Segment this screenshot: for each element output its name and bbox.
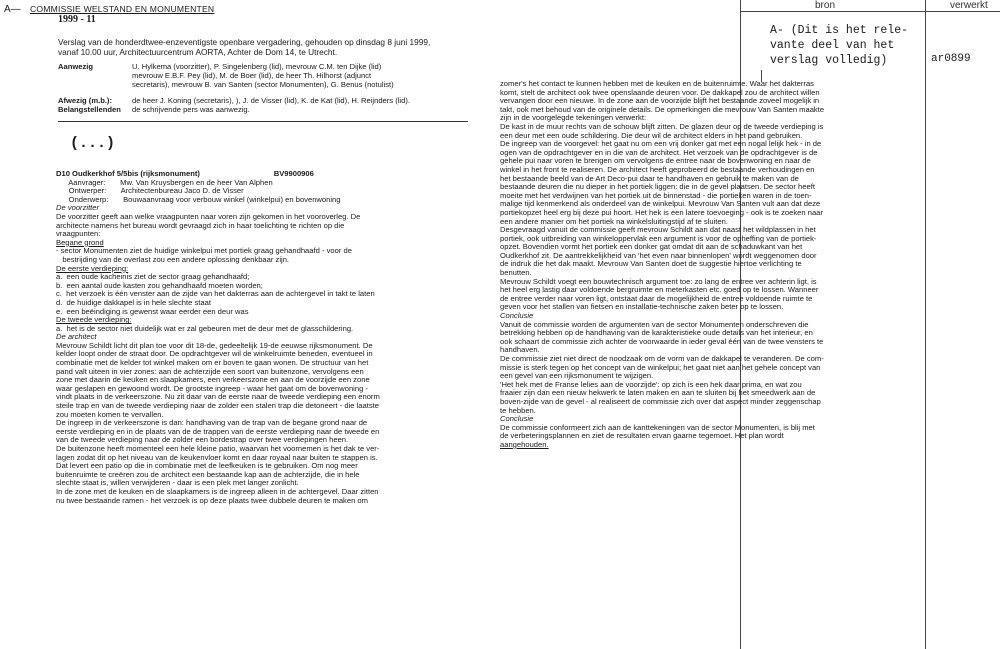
text-line: - sector Monumenten ziet de huidige winkelpui met portiek graag gehandhaafd - voor de bbox=[56, 246, 352, 256]
text-line: waar geslapen en gewoond wordt. De grootste ingreep - waar het gaat om de bovenwoning - bbox=[56, 383, 368, 393]
reference-code: ar0899 bbox=[931, 53, 971, 65]
note-line: verslag volledig) bbox=[770, 54, 888, 67]
belangstellenden-label: Belangstellenden bbox=[58, 105, 121, 114]
text-line: moeite met het verdwijnen van het portiek uit de binnenstad - die portieken waren in de toen- bbox=[500, 190, 812, 200]
text-line: a. een oude kacheinis ziet de sector graag gehandhaafd; bbox=[56, 272, 250, 282]
typed-note bbox=[770, 23, 908, 68]
text-line: fraaier zijn dan een nieuw hekwerk te laten maken en aan te sluiten bij het smeedwerk aan de bbox=[500, 388, 816, 398]
text-line: vindt plaats in de verkeerszone. Nu zit daar van de eerste naar de tweede verdieping een enorm bbox=[56, 392, 380, 402]
text-line: Vanuit de commissie worden de argumenten van de sector Monumenten onderschreven die bbox=[500, 319, 809, 329]
text-line: Onderwerp: Bouwaanvraag voor verbouw winkel (winkelpui) en bovenwoning bbox=[56, 194, 341, 204]
text-line: de indruk die het dak maakt. Mevrouw Van Santen doet de suggestie hiertoe verlichting te bbox=[500, 259, 802, 269]
note-line: vante deel van het bbox=[770, 39, 895, 52]
text-line: bestrijding van de overlast zou een andere oplossing denkbaar zijn. bbox=[56, 254, 290, 264]
text-line: De architect bbox=[56, 332, 97, 342]
text-line: opzet. Bovendien vormt het portiek een donker gat omdat dit aan de schaduwkant van het bbox=[500, 242, 803, 252]
text-line: het heel erg lastig daar voldoende bergruimte en meterkasten etc. goed op te lossen. Wanneer bbox=[500, 285, 819, 295]
text-line: geven voor het stallen van fietsen en installatie-technische zaken beter op te lossen. bbox=[500, 302, 784, 312]
afwezig-label: Afwezig (m.b.): bbox=[58, 96, 112, 105]
column-divider bbox=[925, 0, 926, 649]
text-line: Conclusie bbox=[500, 311, 534, 321]
text-line: Ontwerper: Architectenbureau Jaco D. de Visser bbox=[56, 186, 244, 196]
text-line: betrekking hebben op de handhaving van de karakteristieke oude details van het interieur, en bbox=[500, 328, 813, 338]
text-line: lagen zodat dit op het niveau van de keukenvloer komt en daar royaal naar buiten te stappen is. bbox=[56, 452, 378, 462]
text-line: De tweede verdieping: bbox=[56, 315, 132, 325]
text-line: Desgevraagd vanuit de commissie geeft mevrouw Schildt aan dat naast het wildplassen in het bbox=[500, 225, 816, 235]
text-line: Mevrouw Schildt voegt een bouwtechnisch argument toe: zo lang de entree ver achterin ligt, is bbox=[500, 276, 817, 286]
text-line: missie is sterk tegen op het concept van de winkelpui; het gaat niet aan het gehele concept van bbox=[500, 362, 821, 372]
text-line: ook schaart de commissie zich achter de voorwaarde in ieder geval één van de twee vensters te bbox=[500, 336, 824, 346]
text-line: b. een aantal oude kasten zou gehandhaafd moeten worden; bbox=[56, 280, 263, 290]
left-column-text bbox=[56, 170, 461, 505]
text-line: buitenruimte te creëren zou de architect een bestaande kap aan de achterzijde, die in hele bbox=[56, 469, 360, 479]
text-line: D10 Oudkerkhof 5/5bis (rijksmonument) BV9900906 bbox=[56, 169, 314, 178]
intro-line: vanaf 10.00 uur, Architectuurcentrum AORTA, Achter de Dom 14, te Utrecht. bbox=[58, 47, 338, 57]
afwezig-text: de heer J. Koning (secretaris), ), J. de Visser (lid), K. de Kat (lid), H. Reijnders (lid). bbox=[132, 96, 410, 105]
text-line: kelder loopt onder de straat door. De opdrachtgever wil de winkelruimte beneden, eventueel in bbox=[56, 349, 373, 359]
right-column-text bbox=[500, 80, 900, 450]
text-line: De eerste verdieping: bbox=[56, 263, 129, 273]
text-line: van de tweede verdieping naar de zolder een bordestrap over twee verdiepingen heen. bbox=[56, 435, 349, 445]
text-line: zou moeten komen te vervallen. bbox=[56, 409, 164, 419]
text-line: malige tijd kenmerkend als onderdeel van de winkelpui. Mevrouw Van Santen vult aan dat deze bbox=[500, 199, 821, 209]
text-line: te hebben. bbox=[500, 405, 536, 415]
text-line: Conclusie bbox=[500, 414, 534, 424]
text-line: een deur met een oude schildering. Die deur wil de architect elders in het pand gebruiken. bbox=[500, 130, 803, 140]
text-line: Begane grond bbox=[56, 237, 104, 247]
text-line: pand valt uiteen in vier zones: aan de achterzijde een soort van buitenzone, vervolgens een bbox=[56, 366, 364, 376]
text-line: gehele pui naar voren te brengen om vervolgens de entree naar de bovenwoning en naar de bbox=[500, 156, 811, 166]
belangstellenden-text: de schrijvende pers was aanwezig. bbox=[132, 105, 250, 114]
text-line: takt, ook met behoud van de originele details. De opmerkingen die mevrouw Van Santen maakte bbox=[500, 104, 825, 114]
text-line: De buitenzone heeft momenteel een hele kleine patio, waarvan het voornemen is het dak te ver- bbox=[56, 444, 380, 453]
aanwezig-line: mevrouw E.B.F. Pey (lid), M. de Boer (lid), de heer Th. Hilhorst (adjunct bbox=[132, 71, 372, 80]
text-line: slechte staat is, willen verwijderen - daar is een plek met langer zonlicht. bbox=[56, 478, 299, 488]
text-line: boven-zijde van de gevel - al realiseert de commissie zich over dat aspect minder zeggenschap bbox=[500, 396, 821, 406]
organization-title: COMMISSIE WELSTAND EN MONUMENTEN bbox=[30, 4, 215, 14]
bron-header: bron bbox=[815, 0, 836, 11]
text-line: De kast in de muur rechts van de schouw blijft zitten. De glazen deur op de tweede verdieping is bbox=[500, 121, 824, 131]
text-line: steile trap en van de tweede verdieping naar de zolder een stalen trap die detoneert - die laatste bbox=[56, 401, 379, 411]
text-line: zijn in de voorgelegde tekeningen verwerkt: bbox=[500, 113, 647, 123]
text-line: Dat levert een patio op die in combinatie met de leefkeuken is te gebruiken. Om nog meer bbox=[56, 461, 358, 471]
text-line: een andere manier om het portiek na winkelsluitingstijd af te sluiten. bbox=[500, 216, 728, 226]
text-line: zomer's het contact te kunnen hebben met de keuken en de buitenruimte. Waar het dakterras bbox=[500, 79, 814, 88]
text-line: handhaven. bbox=[500, 345, 540, 355]
aanwezig-line: secretaris), mevrouw B. van Santen (sector Monumenten), G. Benus (notulist) bbox=[132, 80, 394, 89]
text-line: 'Het hek met de Franse lelies aan de voorzijde': op zich is een hek daar prima, en wat zou bbox=[500, 379, 802, 389]
intro-line: Verslag van de honderdtwee-enzeventigste openbare vergadering, gehouden op dinsdag 8 juni 1999, bbox=[58, 37, 431, 47]
text-line: architecte namens het bureau wordt gevraagd zich in haar toelichting te richten op die bbox=[56, 220, 345, 230]
text-line: Mevrouw Schildt licht dit plan toe voor dit 18-de, gedeeltelijk 19-de eeuwse rijksmonument. De bbox=[56, 340, 373, 350]
text-line: vraagpunten: bbox=[56, 229, 101, 239]
text-line: nu twee bestaande ramen - het verzoek is op deze plaats twee dubbele deuren te maken om bbox=[56, 495, 368, 505]
text-line: De voorzitter bbox=[56, 203, 100, 213]
note-line: A- (Dit is het rele- bbox=[770, 24, 909, 37]
aanwezig-line: U. Hylkema (voorzitter), P. Singelenberg (lid), mevrouw C.M. ten Dijke (lid) bbox=[132, 62, 382, 71]
intro-paragraph bbox=[58, 37, 478, 57]
text-line: bestaande deuren die nu dieper in het portiek liggen: die in de gevel plaatsen. De sector heeft bbox=[500, 182, 815, 192]
text-line: combinatie met de kelder tot winkel maken om er boven te gaan wonen. De structuur van het bbox=[56, 358, 369, 368]
a-mark: A— bbox=[4, 4, 21, 15]
text-line: zone met daarin de keuken en slaapkamers, een verkeerszone en aan de voorzijde een zone bbox=[56, 375, 370, 385]
text-line: het bestaande beeld van de Art Deco-pui daar te handhaven en gebruik te maken van de bbox=[500, 173, 799, 183]
text-line: In de zone met de keuken en de slaapkamers is de ingreep alleen in de achtergevel. Daar zitten bbox=[56, 486, 379, 496]
text-line: eerste verdieping en in de plaats van de de trappen van de eerste verdieping naar de tweede en bbox=[56, 426, 380, 436]
text-line: De ingreep van de voorgevel: het gaat nu om een vrij donker gat met een nogal lelijk hek - in de bbox=[500, 139, 822, 149]
header-divider bbox=[740, 11, 1000, 12]
text-line: een gevel van een rijksmonument te wijzigen. bbox=[500, 371, 654, 381]
aanwezig-label: Aanwezig bbox=[58, 62, 94, 71]
omission-marker: (...) bbox=[70, 135, 116, 152]
text-line: De commissie conformeert zich aan de kanttekeningen van de sector Monumenten, is blij met bbox=[500, 422, 815, 432]
text-line: De voorzitter geeft aan welke vraagpunten naar voren zijn gekomen in het vooroverleg. De bbox=[56, 211, 361, 221]
text-line: e. een beëindiging is gewenst waar eerder een deur was bbox=[56, 306, 249, 316]
document-year: 1999 - 11 bbox=[58, 14, 96, 25]
text-line: a. het is de sector niet duidelijk wat er zal gebeuren met de deur met de glasschildering. bbox=[56, 323, 354, 333]
text-line: benutten. bbox=[500, 268, 532, 278]
text-line: Aanvrager: Mw. Van Kruysbergen en de heer Van Alphen bbox=[56, 177, 273, 187]
text-line: komt, stelt de architect ook twee openslaande deuren voor. De dakkapel zou de architect willen bbox=[500, 87, 820, 97]
text-line: vervangen door een nieuwe. In de zone aan de voorzijde blijft het bestaande zoveel mogelijk in bbox=[500, 96, 820, 106]
text-line: winkel in het front te realiseren. De architect heeft geprobeerd de bestaande verhoudingen en bbox=[500, 164, 815, 174]
text-line: portiekopzet heel erg bij deze pui hoort. Het hek is een latere toevoeging - ook is te zoeken naar bbox=[500, 207, 823, 217]
text-line: portiek, ook uitbreiding van winkeloppervlak een argument is voor de opheffing van de portiek- bbox=[500, 233, 817, 243]
header-rule bbox=[58, 121, 468, 122]
text-line: c. het verzoek is één venster aan de zijde van het dakterras aan de achtergevel in takt te laten bbox=[56, 289, 375, 299]
text-line: de verbeteringsplannen en ziet de resultaten ervan gaarne tegemoet. Het plan wordt bbox=[500, 431, 784, 441]
text-line: aangehouden. bbox=[500, 439, 549, 449]
text-line: d. de huidige dakkapel is in hele slechte staat bbox=[56, 297, 211, 307]
text-line: ogen van de opdrachtgever en in die van de architect. Het verzoek van de opdrachtgever is de bbox=[500, 147, 818, 157]
verwerkt-header: verwerkt bbox=[950, 0, 988, 11]
text-line: de entree verder naar voren ligt, ontstaat daar de mogelijkheid de entree voldoende ruimte te bbox=[500, 293, 813, 303]
text-line: Oudkerkhof zit. De aantrekkelijkheid van 'het even naar binnenlopen' wordt weggenomen door bbox=[500, 250, 817, 260]
text-line: De commissie ziet niet direct de noodzaak om de vorm van de dakkapel te veranderen. De com- bbox=[500, 354, 824, 363]
text-line: De ingreep in de verkeerszone is dan: handhaving van de trap van de begane grond naar de bbox=[56, 418, 368, 428]
